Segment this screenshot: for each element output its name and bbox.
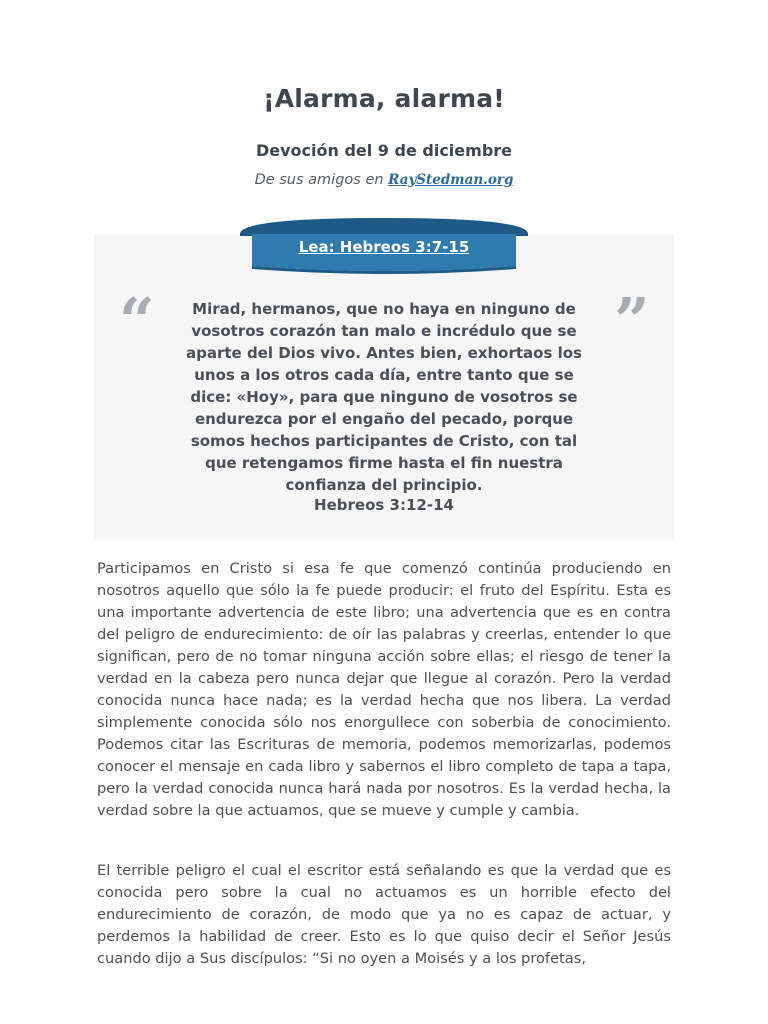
open-quote-icon: “ <box>119 284 155 357</box>
scripture-quote-text: Mirad, hermanos, que no haya en ninguno de vosotros corazón tan malo e incrédulo que se aparte del Dios vivo. Antes bien, exhortaos los unos a los otros cada día, entre tanto que se dice: «Hoy», para que ninguno de vosotros se endurezca por el engaño del pecado, porque somos hechos participantes de Cristo, con tal que retengamos firme hasta el fin nuestra confianza del principio. <box>186 300 582 494</box>
reading-ribbon <box>238 214 530 276</box>
byline <box>0 172 768 188</box>
close-quote-icon: ” <box>614 284 650 357</box>
scripture-reference: Hebreos 3:12-14 <box>314 496 454 514</box>
raystedman-link[interactable]: RayStedman.org <box>388 172 514 188</box>
byline-prefix: De sus amigos en <box>254 172 384 188</box>
body-paragraph-1: Participamos en Cristo si esa fe que comenzó continúa produciendo en nosotros aquello que sólo la fe puede producir: el fruto del Espíritu. Esta es una importante advertencia de este libro; una advertencia que es en contra del peligro de endurecimiento: de oír las palabras y creerlas, entender lo que significan, pero de no tomar ninguna acción sobre ellas; el riesgo de tener la verdad en la cabeza pero nunca dejar que llegue al corazón. Pero la verdad conocida nunca hace nada; es la verdad hecha que nos libera. La verdad simplemente conocida sólo nos enorgullece con soberbia de conocimiento. Podemos citar las Escrituras de memoria, podemos memorizarlas, podemos conocer el mensaje en cada libro y sabernos el libro completo de tapa a tapa, pero la verdad conocida nunca hará nada por nosotros. Es la verdad hecha, la verdad sobre la que actuamos, que se mueve y cumple y cambia. <box>97 560 671 819</box>
devotion-date: Devoción del 9 de diciembre <box>255 141 513 160</box>
body-paragraph-2: El terrible peligro el cual el escritor está señalando es que la verdad que es conocida pero sobre la cual no actuamos es un horrible efecto del endurecimiento de corazón, de modo que ya no es capaz de actuar, y perdemos la habilidad de creer. Esto es lo que quiso decir el Señor Jesús cuando dijo a Sus discípulos: “Si no oyen a Moisés y a los profetas, <box>97 862 671 967</box>
page-title: ¡Alarma, alarma! <box>263 84 505 113</box>
reading-link[interactable]: Lea: Hebreos 3:7-15 <box>298 238 470 256</box>
